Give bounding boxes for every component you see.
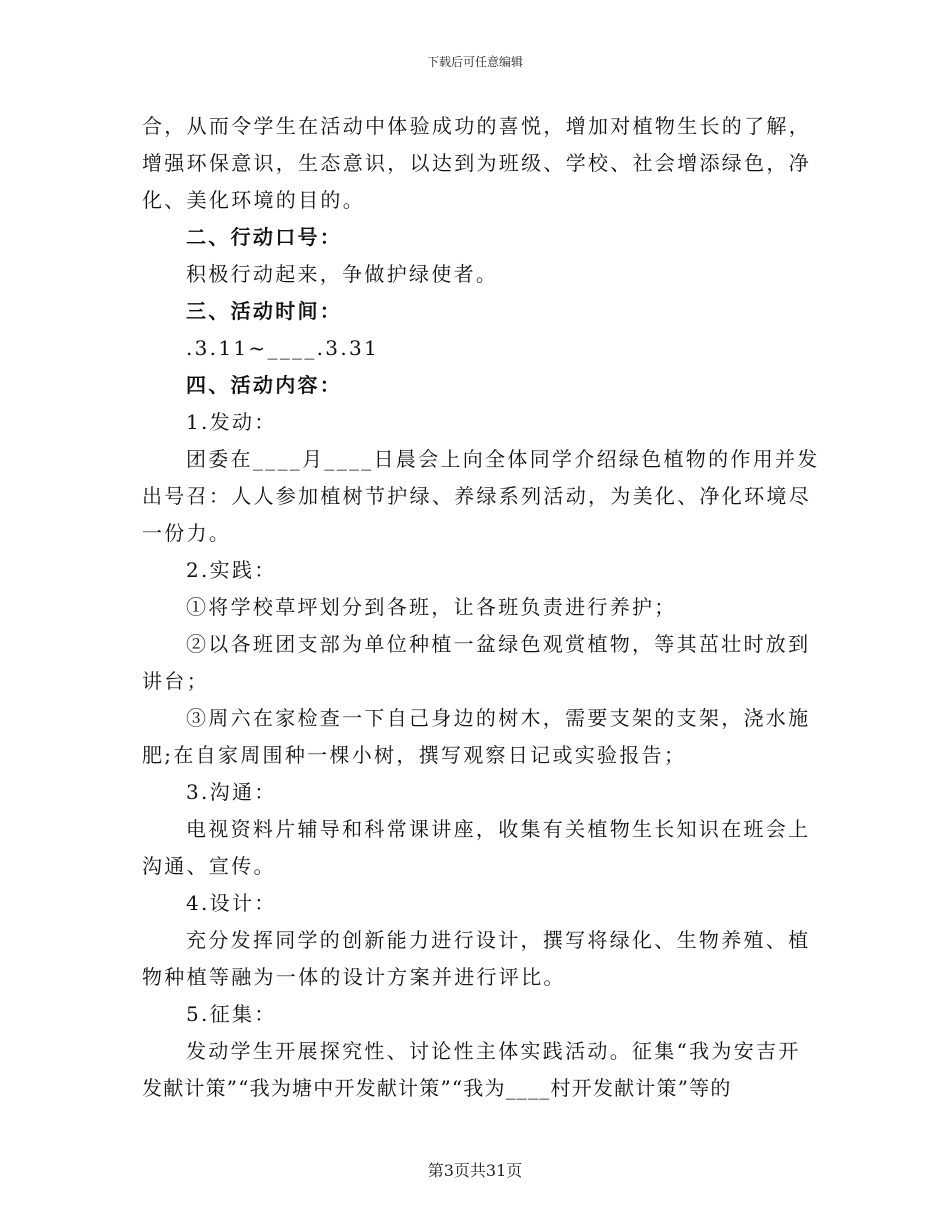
section-heading: 四、活动内容： xyxy=(186,373,343,397)
text-line: 发献计策”“我为塘中开发献计策”“我为____村开发献计策”等的 xyxy=(142,1076,732,1100)
text-line: 5.征集： xyxy=(186,1002,277,1026)
text-line: 充分发挥同学的创新能力进行设计，撰写将绿化、生物养殖、植 xyxy=(186,928,811,952)
text-line: 团委在____月____日晨会上向全体同学介绍绿色植物的作用并发 xyxy=(186,447,820,471)
text-line: 4.设计： xyxy=(186,891,277,915)
text-line: 一份力。 xyxy=(142,521,232,545)
text-line: ②以各班团支部为单位种植一盆绿色观赏植物，等其茁壮时放到 xyxy=(186,632,811,656)
text-line: 物种植等融为一体的设计方案并进行评比。 xyxy=(142,965,566,989)
text-line: 讲台； xyxy=(142,669,209,693)
text-line: 1.发动： xyxy=(186,410,277,434)
text-line: 合，从而令学生在活动中体验成功的喜悦，增加对植物生长的了解， xyxy=(142,114,811,138)
text-line: 3.沟通： xyxy=(186,780,277,804)
text-line: ①将学校草坪划分到各班，让各班负责进行养护； xyxy=(186,595,677,619)
text-line: 积极行动起来，争做护绿使者。 xyxy=(186,262,499,286)
text-line: 2.实践： xyxy=(186,558,277,582)
document-body xyxy=(142,108,820,1107)
text-line: 电视资料片辅导和科常课讲座，收集有关植物生长知识在班会上 xyxy=(186,817,811,841)
section-heading: 三、活动时间： xyxy=(186,299,343,323)
page-header: 下载后可任意编辑 xyxy=(426,55,523,69)
text-line: .3.11~____.3.31 xyxy=(186,336,380,360)
text-line: 沟通、宣传。 xyxy=(142,854,276,878)
page-number: 第3页共31页 xyxy=(427,1161,523,1180)
text-line: 肥;在自家周围种一棵小树，撰写观察日记或实验报告； xyxy=(142,743,687,767)
text-line: 化、美化环境的目的。 xyxy=(142,188,365,212)
section-heading: 二、行动口号： xyxy=(186,225,343,249)
text-line: 发动学生开展探究性、讨论性主体实践活动。征集“我为安吉开 xyxy=(186,1039,801,1063)
text-line: 增强环保意识，生态意识，以达到为班级、学校、社会增添绿色，净 xyxy=(142,151,811,175)
text-line: 出号召：人人参加植树节护绿、养绿系列活动，为美化、净化环境尽 xyxy=(142,484,811,508)
text-line: ③周六在家检查一下自己身边的树木，需要支架的支架，浇水施 xyxy=(186,706,811,730)
